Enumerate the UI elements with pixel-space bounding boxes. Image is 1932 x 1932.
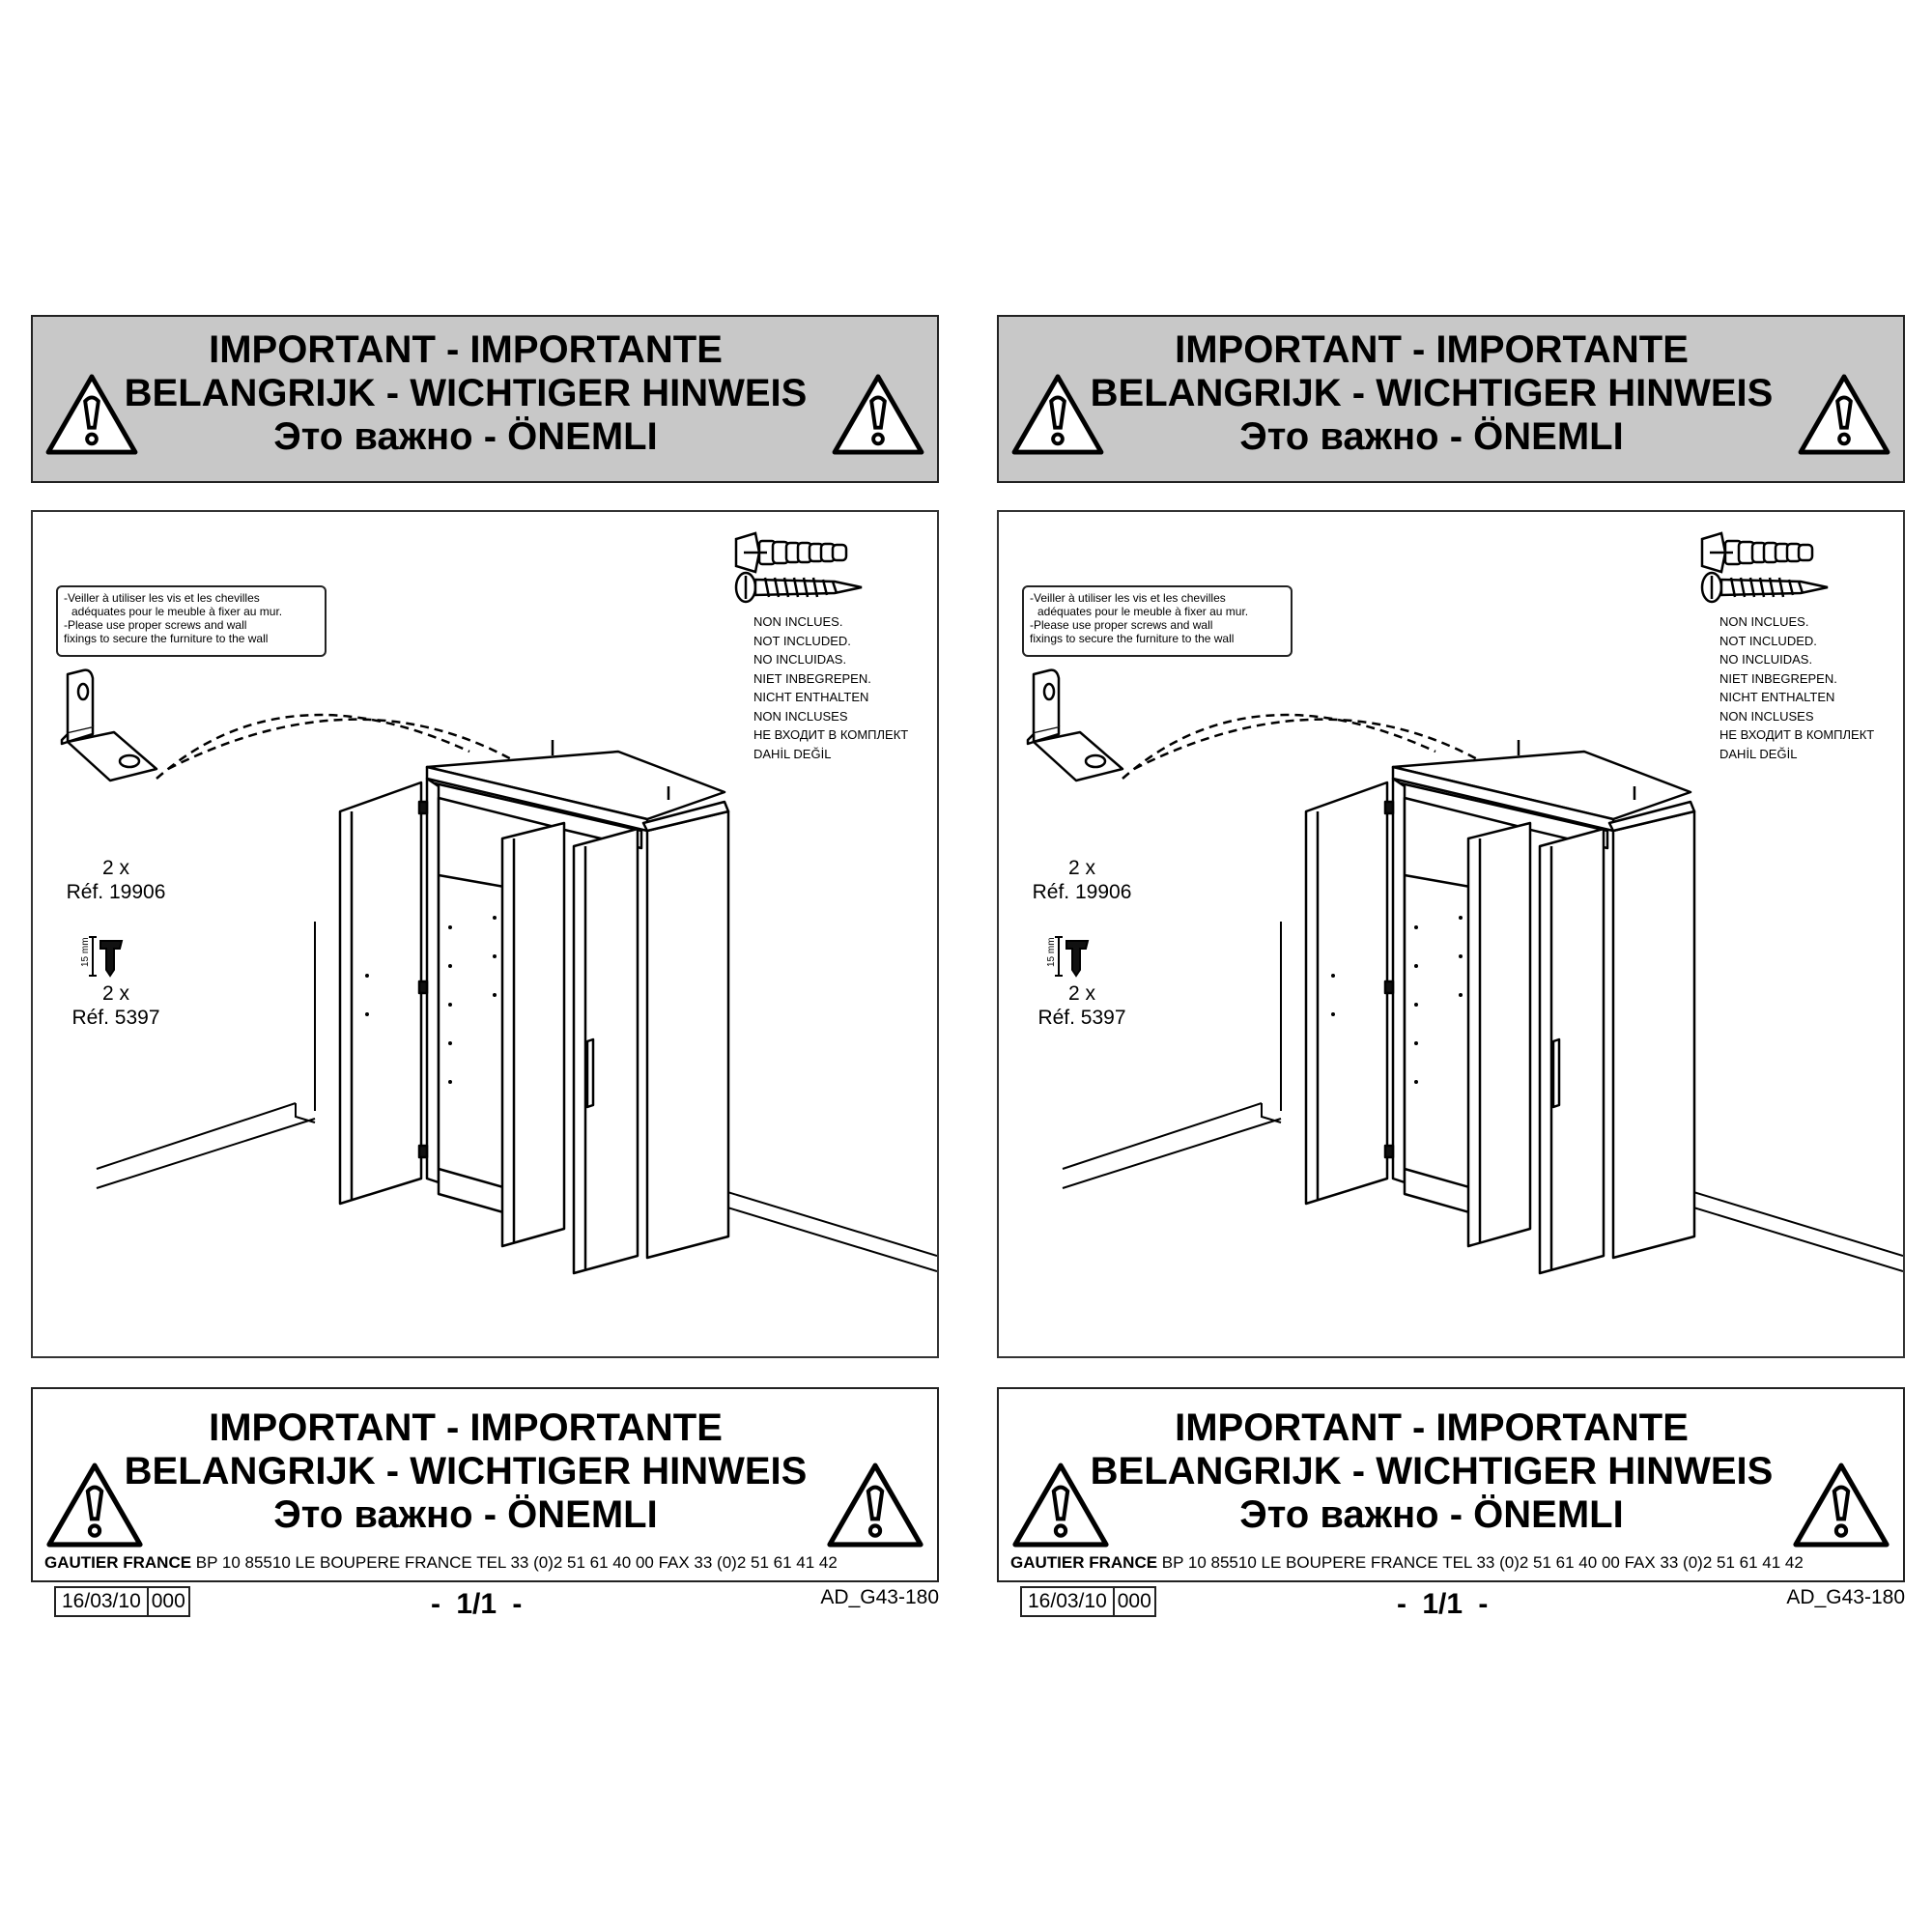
banner-line-1: IMPORTANT - IMPORTANTE — [1175, 328, 1689, 371]
banner-line-1: IMPORTANT - IMPORTANTE — [209, 328, 723, 371]
warning-triangle-icon — [1791, 1462, 1891, 1548]
not-included-list — [753, 612, 908, 763]
screw-qty: 2 x — [101, 982, 129, 1005]
important-banner-bottom — [997, 1387, 1905, 1582]
wardrobe-drawing — [340, 740, 728, 1273]
bracket-quantity — [58, 856, 174, 904]
banner-line-3: Это важно - ÖNEMLI — [1239, 415, 1624, 458]
note-en-line-1: -Please use proper screws and wall — [64, 618, 247, 632]
assembly-illustration-panel — [997, 510, 1905, 1358]
banner-line-1: IMPORTANT - IMPORTANTE — [1175, 1406, 1689, 1449]
angle-bracket-icon — [62, 670, 156, 781]
banner-line-2: BELANGRIJK - WICHTIGER HINWEIS — [1090, 372, 1774, 414]
wood-screw-icon — [736, 573, 862, 602]
warning-triangle-icon — [1797, 373, 1891, 456]
not-included-item: NON INCLUSES — [753, 708, 848, 724]
banner-line-2: BELANGRIJK - WICHTIGER HINWEIS — [1090, 1450, 1774, 1492]
not-included-item: НЕ ВХОДИТ В КОМПЛЕКТ — [1719, 727, 1875, 742]
screw-size-label: 15 mm — [80, 937, 91, 967]
page-footer — [997, 1586, 1905, 1625]
fixing-advice-note — [1022, 585, 1293, 657]
note-en-line-1: -Please use proper screws and wall — [1030, 618, 1213, 632]
assembly-illustration-panel — [31, 510, 939, 1358]
screw-ref: Réf. 5397 — [1037, 1007, 1126, 1029]
bracket-qty: 2 x — [1067, 857, 1095, 879]
not-included-item: NICHT ENTHALTEN — [1719, 690, 1835, 704]
not-included-item: NO INCLUIDAS. — [1719, 652, 1813, 667]
document-date: 16/03/10 — [62, 1590, 141, 1612]
bracket-ref: Réf. 19906 — [1032, 881, 1132, 903]
screw-quantity — [58, 981, 174, 1030]
banner-line-2: BELANGRIJK - WICHTIGER HINWEIS — [124, 1450, 808, 1492]
page-footer — [31, 1586, 939, 1625]
banner-line-2: BELANGRIJK - WICHTIGER HINWEIS — [124, 372, 808, 414]
revision-code: 000 — [1113, 1588, 1154, 1615]
manufacturer-address — [1010, 1553, 1891, 1573]
screw-size-label: 15 mm — [1046, 937, 1057, 967]
not-included-item: NON INCLUSES — [1719, 708, 1814, 724]
small-screw-icon — [1046, 937, 1088, 976]
banner-line-1: IMPORTANT - IMPORTANTE — [209, 1406, 723, 1449]
wall-plug-icon — [1702, 533, 1812, 572]
document-date: 16/03/10 — [1028, 1590, 1107, 1612]
document-reference: AD_G43-180 — [1786, 1586, 1905, 1608]
not-included-item: NOT INCLUDED. — [1719, 633, 1817, 648]
date-box — [54, 1586, 190, 1617]
warning-triangle-icon — [831, 373, 925, 456]
date-box — [1020, 1586, 1156, 1617]
page-number: - 1/1 - — [431, 1588, 523, 1620]
company-name: GAUTIER FRANCE — [1010, 1553, 1158, 1572]
not-included-item: DAHİL DEĞİL — [753, 746, 832, 761]
screw-qty: 2 x — [1067, 982, 1095, 1005]
not-included-item: NIET INBEGREPEN. — [753, 670, 871, 686]
not-included-item: NOT INCLUDED. — [753, 633, 851, 648]
angle-bracket-icon — [1028, 670, 1122, 781]
bracket-quantity — [1024, 856, 1140, 904]
warning-triangle-icon — [825, 1462, 925, 1548]
note-en-line-2: fixings to secure the furniture to the wall — [1030, 632, 1235, 645]
instruction-page-right — [966, 0, 1932, 1932]
fixing-advice-note — [56, 585, 327, 657]
note-en-line-2: fixings to secure the furniture to the wall — [64, 632, 269, 645]
banner-line-3: Это важно - ÖNEMLI — [273, 415, 658, 458]
bracket-ref: Réf. 19906 — [66, 881, 166, 903]
important-banner-bottom — [31, 1387, 939, 1582]
screw-ref: Réf. 5397 — [71, 1007, 160, 1029]
address-details: BP 10 85510 LE BOUPERE FRANCE TEL 33 (0)2 51 61 40 00 FAX 33 (0)2 51 61 41 42 — [191, 1553, 838, 1572]
not-included-item: NIET INBEGREPEN. — [1719, 670, 1837, 686]
bracket-qty: 2 x — [101, 857, 129, 879]
page-number: - 1/1 - — [1397, 1588, 1489, 1620]
not-included-item: НЕ ВХОДИТ В КОМПЛЕКТ — [753, 727, 909, 742]
important-banner-top — [997, 315, 1905, 483]
not-included-item: NICHT ENTHALTEN — [753, 690, 869, 704]
note-fr-line-1: -Veiller à utiliser les vis et les chevilles — [1030, 591, 1226, 605]
note-fr-line-1: -Veiller à utiliser les vis et les chevilles — [64, 591, 260, 605]
banner-line-3: Это важно - ÖNEMLI — [1239, 1493, 1624, 1536]
banner-line-3: Это важно - ÖNEMLI — [273, 1493, 658, 1536]
wardrobe-drawing — [1306, 740, 1694, 1273]
note-fr-line-2: adéquates pour le meuble à fixer au mur. — [71, 605, 283, 618]
not-included-item: NON INCLUES. — [1719, 614, 1809, 629]
revision-code: 000 — [147, 1588, 188, 1615]
manufacturer-address — [44, 1553, 925, 1573]
address-details: BP 10 85510 LE BOUPERE FRANCE TEL 33 (0)2 51 61 40 00 FAX 33 (0)2 51 61 41 42 — [1157, 1553, 1804, 1572]
not-included-list — [1719, 612, 1874, 763]
small-screw-icon — [80, 937, 122, 976]
note-fr-line-2: adéquates pour le meuble à fixer au mur. — [1037, 605, 1249, 618]
wall-plug-icon — [736, 533, 846, 572]
document-reference: AD_G43-180 — [820, 1586, 939, 1608]
not-included-item: DAHİL DEĞİL — [1719, 746, 1798, 761]
not-included-item: NON INCLUES. — [753, 614, 843, 629]
wood-screw-icon — [1702, 573, 1828, 602]
company-name: GAUTIER FRANCE — [44, 1553, 192, 1572]
not-included-item: NO INCLUIDAS. — [753, 652, 847, 667]
screw-quantity — [1024, 981, 1140, 1030]
important-banner-top — [31, 315, 939, 483]
